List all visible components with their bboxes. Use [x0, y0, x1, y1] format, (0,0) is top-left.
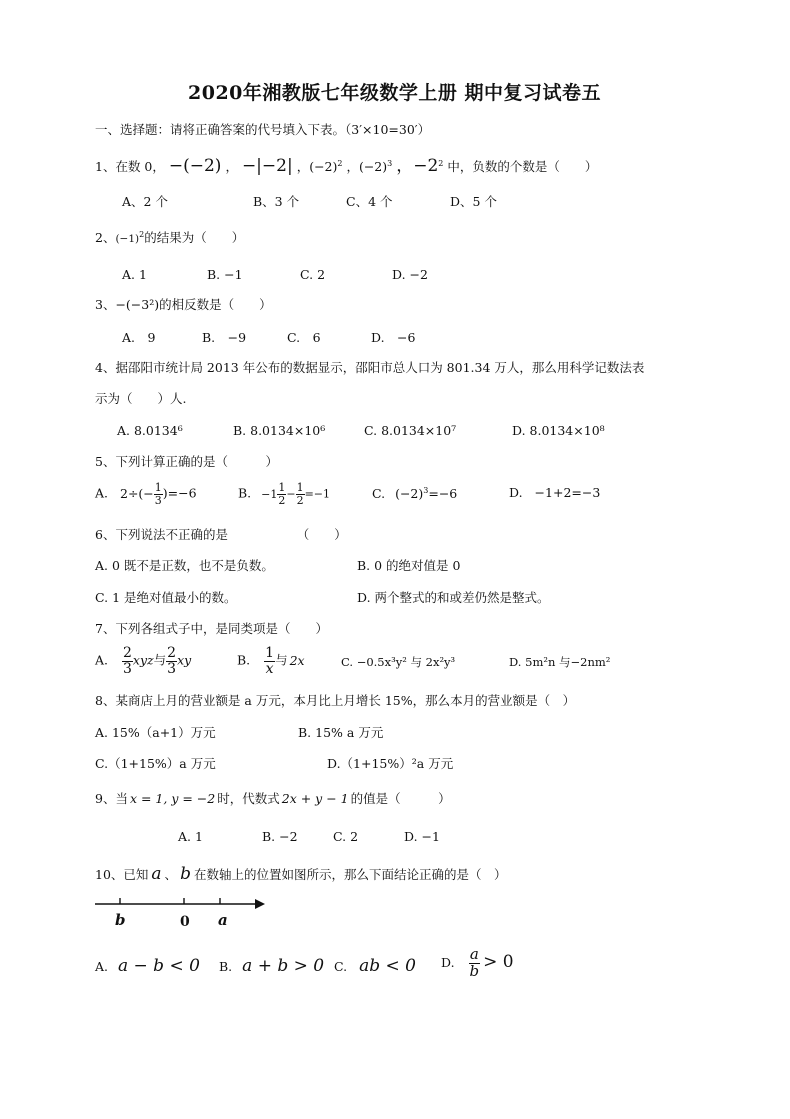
q10-option-a-label: A. [95, 959, 109, 974]
q9-mid: 时，代数式 [217, 791, 280, 806]
q4-option-c: C. 8.0134×10⁷ [364, 423, 457, 438]
page-title: 2020年湘教版七年级数学上册 期中复习试卷五 [188, 82, 601, 104]
q6-option-d: D. 两个整式的和或差仍然是整式。 [357, 590, 550, 605]
q1-suffix: 中，负数的个数是（ ） [447, 159, 598, 174]
q10-option-c-label: C. [334, 959, 348, 974]
q5-option-a-num: 1 [154, 481, 162, 494]
q7-option-b-num: 1 [265, 645, 275, 661]
q9-condition: x = 1, y = −2 [129, 791, 216, 806]
q4-option-d: D. 8.0134×10⁸ [512, 423, 605, 438]
q10-option-d [441, 947, 514, 980]
q3-option-c: C. 6 [287, 330, 321, 345]
q7-option-a-frac-1 [122, 646, 133, 676]
q7-option-b-den: x [265, 660, 274, 677]
number-line-label-b: b [115, 911, 126, 929]
q5-option-b-post: =−1 [304, 487, 331, 501]
q10-option-a [95, 958, 200, 975]
q10-prefix: 10、已知 [95, 867, 149, 882]
q10-option-a-expr: a − b < 0 [118, 956, 200, 976]
q10-option-d-frac [469, 947, 481, 980]
q5-option-c-expr: (−2) [395, 486, 424, 502]
q5-option-c-post: =−6 [428, 486, 458, 502]
q2-prefix: 2、 [95, 230, 116, 246]
q7-option-a-den-1: 3 [123, 660, 132, 677]
q7-option-b-frac [264, 646, 275, 676]
q5-option-d-label: D. [509, 485, 523, 500]
q7-option-c: C. −0.5x³y² 与 2x²y³ [341, 655, 456, 669]
q1-expr-3: ，(−2) [296, 159, 338, 174]
q5-option-a-den: 3 [154, 493, 162, 507]
q10-option-b-label: B. [219, 959, 233, 974]
q1-option-b: B、3 个 [253, 194, 300, 209]
q1-expr-2: −|−2| [241, 156, 293, 176]
q10-option-b [219, 958, 324, 975]
q1-option-c: C、4 个 [346, 194, 393, 209]
q10-var-a: a [151, 864, 162, 884]
q5-option-b-num-2: 1 [296, 481, 304, 494]
q8-option-b: B. 15% a 万元 [298, 725, 384, 740]
question-10 [95, 866, 506, 883]
q4-option-a: A. 8.0134⁶ [117, 423, 183, 438]
q5-option-b-mid: − [286, 487, 296, 501]
q5-option-a-post: )=−6 [162, 485, 197, 501]
q7-option-a-monomial-2: xy [177, 652, 192, 668]
question-9 [95, 793, 451, 806]
q5-option-b-num-1: 1 [278, 481, 286, 494]
q5-option-b [238, 482, 330, 506]
q2-option-d: D. −2 [392, 267, 428, 282]
q5-option-a-label: A. [95, 485, 109, 501]
number-line-arrow [255, 899, 265, 909]
q5-option-b-pre: −1 [261, 487, 278, 501]
q9-suffix: 的值是（ ） [350, 791, 451, 806]
q2-option-b: B. −1 [207, 267, 243, 282]
q5-option-c-exp: 3 [423, 486, 429, 495]
question-5: 5、下列计算正确的是（ ） [95, 454, 278, 469]
question-6: 6、下列说法不正确的是 （ ） [95, 527, 347, 542]
q9-prefix: 9、当 [95, 791, 128, 806]
q7-option-b-label: B. [237, 652, 251, 668]
q1-sep: ， [225, 159, 238, 174]
q1-expr-4: ，(−2) [346, 159, 388, 174]
q10-option-d-den: b [469, 961, 480, 980]
q1-exp-2b: 2 [438, 158, 444, 168]
q7-option-b-with: 与 [275, 652, 288, 668]
q7-option-a-label: A. [95, 652, 109, 668]
q6-option-a: A. 0 既不是正数，也不是负数。 [95, 558, 274, 573]
q8-option-c: C.（1+15%）a 万元 [95, 756, 216, 771]
question-7: 7、下列各组式子中，是同类项是（ ） [95, 621, 328, 636]
question-2 [95, 231, 244, 245]
q1-expr-1: −(−2) [168, 156, 222, 176]
q10-option-b-expr: a + b > 0 [242, 956, 325, 976]
question-4-line-1: 4、据邵阳市统计局 2013 年公布的数据显示，邵阳市总人口为 801.34 万人，那么用科学记数法表 [95, 360, 645, 375]
q7-option-a-num-1: 2 [123, 645, 132, 661]
q8-option-d: D.（1+15%）²a 万元 [327, 756, 454, 771]
q10-option-d-post: > 0 [483, 951, 514, 972]
q2-option-a: A. 1 [122, 267, 147, 282]
q7-option-a [95, 646, 191, 676]
section-header: 一、选择题：请将正确答案的代号填入下表。（3′×10=30′） [95, 122, 431, 137]
q10-option-c [334, 958, 416, 975]
q7-option-a-monomial-1: xyz [132, 652, 154, 668]
q5-option-b-den-2: 2 [296, 493, 304, 507]
number-line-label-a: a [218, 911, 228, 929]
q6-option-b: B. 0 的绝对值是 0 [357, 558, 461, 573]
q2-suffix: 的结果为（ ） [144, 230, 245, 246]
number-line [95, 896, 265, 910]
q9-option-a: A. 1 [178, 829, 203, 844]
q8-option-a: A. 15%（a+1）万元 [95, 725, 216, 740]
q9-option-b: B. −2 [262, 829, 298, 844]
q1-option-a: A、2 个 [122, 194, 168, 209]
q7-option-b-monomial: 2x [289, 652, 305, 668]
q2-option-c: C. 2 [300, 267, 326, 282]
q3-option-d: D. −6 [371, 330, 416, 345]
q1-option-d: D、5 个 [450, 194, 497, 209]
q3-option-b: B. −9 [202, 330, 247, 345]
q5-option-a-pre: 2÷(− [120, 485, 154, 501]
q5-option-c [372, 487, 457, 501]
q10-option-d-num: a [469, 945, 479, 963]
q9-option-c: C. 2 [333, 829, 359, 844]
q5-option-a-fraction [154, 482, 163, 506]
q5-option-d [509, 487, 600, 500]
q1-exp-3: 3 [387, 158, 393, 168]
q2-exp: 2 [139, 230, 145, 239]
q5-option-b-label: B. [238, 485, 252, 501]
q1-prefix: 1、在数 0， [95, 159, 165, 174]
q10-sep: 、 [164, 867, 178, 882]
q5-option-c-label: C. [372, 486, 386, 502]
q7-option-a-with: 与 [153, 652, 167, 668]
q7-option-a-num-2: 2 [167, 645, 177, 661]
q9-expression: 2x + y − 1 [281, 791, 349, 806]
q7-option-a-frac-2 [166, 646, 177, 676]
q9-option-d: D. −1 [404, 829, 440, 844]
q7-option-a-den-2: 3 [167, 660, 177, 677]
q10-option-d-label: D. [441, 954, 455, 970]
question-3: 3、−(−3²)的相反数是（ ） [95, 297, 272, 312]
q3-option-a: A. 9 [122, 330, 156, 345]
q10-suffix: 在数轴上的位置如图所示，那么下面结论正确的是（ ） [193, 867, 507, 882]
q6-option-c: C. 1 是绝对值最小的数。 [95, 590, 237, 605]
question-1 [95, 158, 597, 175]
q4-option-b: B. 8.0134×10⁶ [233, 423, 326, 438]
q5-option-d-expr: −1+2=−3 [534, 485, 601, 500]
question-8: 8、某商店上月的营业额是 a 万元，本月比上月增长 15%，那么本月的营业额是（ ） [95, 693, 576, 708]
q7-option-d: D. 5m²n 与−2nm² [509, 655, 611, 669]
q10-option-c-expr: ab < 0 [359, 956, 416, 976]
q10-var-b: b [180, 864, 191, 884]
q1-exp-2: 2 [337, 158, 343, 168]
number-line-label-0: 0 [180, 914, 190, 930]
q1-expr-5: ，−2 [396, 156, 439, 176]
q5-option-b-den-1: 2 [278, 493, 286, 507]
q2-expr: (−1) [115, 233, 140, 246]
q7-option-b [237, 646, 305, 676]
q5-option-a [95, 482, 197, 506]
q5-option-b-frac-2 [296, 482, 305, 506]
question-4-line-2: 示为（ ）人. [95, 391, 187, 406]
